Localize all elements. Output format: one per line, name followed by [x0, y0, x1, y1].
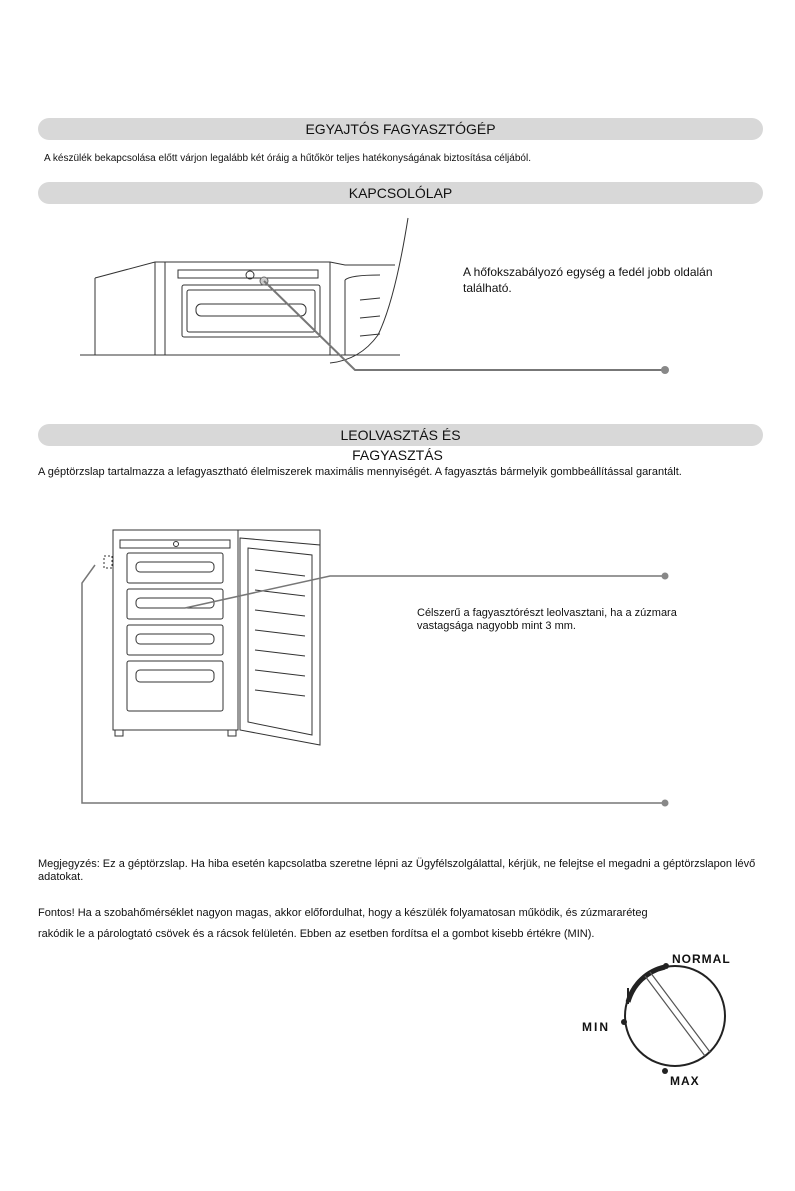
- dial-label-min: MIN: [582, 1020, 610, 1034]
- defrost-intro-text: A géptörzslap tartalmazza a lefagyasztható élelmiszerek maximális mennyiségét. A fagyasztás bármelyik gombbeállítással garantált.: [38, 466, 682, 478]
- section-heading-defrost-line2: FAGYASZTÁS: [352, 447, 443, 463]
- note-text: Megjegyzés: Ez a géptörzslap. Ha hiba esetén kapcsolatba szeretne lépni az Ügyfélszolgálattal, kérjük, ne felejtse el megadni a géptörzslapon lévő adatokat.: [38, 858, 756, 883]
- max-marker-dot: [662, 1068, 668, 1074]
- control-panel-callout: A hőfokszabályozó egység a fedél jobb oldalán található.: [463, 265, 713, 295]
- heading-text: LEOLVASZTÁS ÉS: [340, 427, 461, 443]
- heading-text: KAPCSOLÓLAP: [348, 185, 453, 201]
- heading-text: EGYAJTÓS FAGYASZTÓGÉP: [305, 121, 496, 137]
- important-line-1: Fontos! Ha a szobahőmérséklet nagyon magas, akkor előfordulhat, hogy a készülék folyamatosan működik, és zúzmararéteg: [38, 907, 648, 919]
- important-line-2: rakódik le a párologtató csövek és a rácsok felületén. Ebben az esetben fordítsa el a gombot kisebb értékre (MIN).: [38, 928, 595, 940]
- defrost-callout: Célszerű a fagyasztórészt leolvasztani, ha a zúzmara vastagsága nagyobb mint 3 mm.: [417, 607, 677, 632]
- dial-label-normal: NORMAL: [672, 952, 731, 966]
- intro-text: A készülék bekapcsolása előtt várjon legalább két óráig a hűtőkör teljes hatékonyságának biztosítása céljából.: [44, 153, 531, 164]
- dial-label-max: MAX: [670, 1074, 700, 1088]
- normal-marker-dot: [663, 963, 669, 969]
- min-marker-dot: [621, 1019, 627, 1025]
